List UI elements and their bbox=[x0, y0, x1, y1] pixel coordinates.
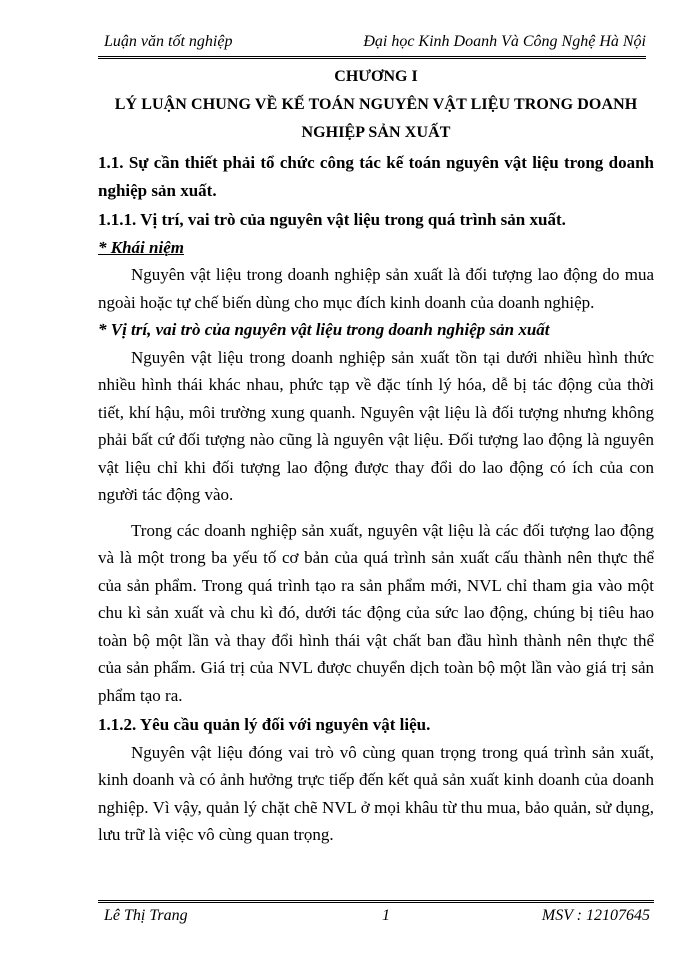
document-body bbox=[98, 60, 654, 849]
page-header bbox=[98, 30, 646, 59]
chapter-number: CHƯƠNG I bbox=[334, 68, 418, 85]
concept-label: * Khái niệm bbox=[98, 237, 184, 257]
header-thesis-label: Luận văn tốt nghiệp bbox=[104, 33, 233, 50]
role-paragraph-1: Nguyên vật liệu trong doanh nghiệp sản xuất tồn tại dưới nhiều hình thức nhiều hình thái khác nhau, phức tạp về đặc tính lý hóa, dễ bị tác động của thời tiết, khí hậu, môi trường xung quanh. Nguyên vật liệu là đối tượng nhưng không phải bất cứ đối tượng nào cũng là nguyên vật liệu. Đối tượng lao động là nguyên vật liệu chỉ khi đối tượng lao động được thay đổi do lao động có ích của con người tác động vào. bbox=[98, 347, 654, 504]
header-university-name: Đại học Kinh Doanh Và Công Nghệ Hà Nội bbox=[363, 33, 646, 50]
role-paragraph-2: Trong các doanh nghiệp sản xuất, nguyên vật liệu là các đối tượng lao động và là một trong ba yếu tố cơ bản của quá trình sản xuất cấu thành nên thực thể của sản phẩm. Trong quá trình tạo ra sản phẩm mới, NVL chỉ tham gia vào một chu kì sản xuất và chu kì đó, dưới tác động của sức lao động, chúng bị tiêu hao toàn bộ một lần và thay đổi hình thái vật chất ban đầu hình thành nên thực thể của sản phẩm. Giá trị của NVL được chuyển dịch toàn bộ một lần vào giá trị sản phẩm tạo ra. bbox=[98, 520, 654, 705]
section-1-1-1-heading: 1.1.1. Vị trí, vai trò của nguyên vật liệu trong quá trình sản xuất. bbox=[98, 210, 566, 229]
management-paragraph: Nguyên vật liệu đóng vai trò vô cùng quan trọng trong quá trình sản xuất, kinh doanh và có ảnh hưởng trực tiếp đến kết quả sản xuất kinh doanh của doanh nghiệp. Vì vậy, quản lý chặt chẽ NVL ở mọi khâu từ thu mua, bảo quản, sử dụng, lưu trữ là việc vô cùng quan trọng. bbox=[98, 742, 654, 844]
concept-paragraph: Nguyên vật liệu trong doanh nghiệp sản xuất là đối tượng lao động do mua ngoài hoặc tự chế biến dùng cho mục đích kinh doanh của doanh nghiệp. bbox=[98, 265, 654, 312]
footer-student-id: MSV : 12107645 bbox=[541, 907, 650, 924]
page-footer bbox=[98, 900, 654, 927]
section-1-1-heading: 1.1. Sự cần thiết phải tổ chức công tác kế toán nguyên vật liệu trong doanh nghiệp sản xuất. bbox=[98, 153, 654, 200]
chapter-title: LÝ LUẬN CHUNG VỀ KẾ TOÁN NGUYÊN VẬT LIỆU TRONG DOANH NGHIỆP SẢN XUẤT bbox=[114, 96, 638, 141]
section-1-1-2-heading: 1.1.2. Yêu cầu quản lý đối với nguyên vật liệu. bbox=[98, 715, 431, 734]
footer-author: Lê Thị Trang bbox=[104, 907, 188, 924]
role-label: * Vị trí, vai trò của nguyên vật liệu trong doanh nghiệp sản xuất bbox=[98, 320, 550, 339]
footer-page-number: 1 bbox=[382, 907, 390, 924]
